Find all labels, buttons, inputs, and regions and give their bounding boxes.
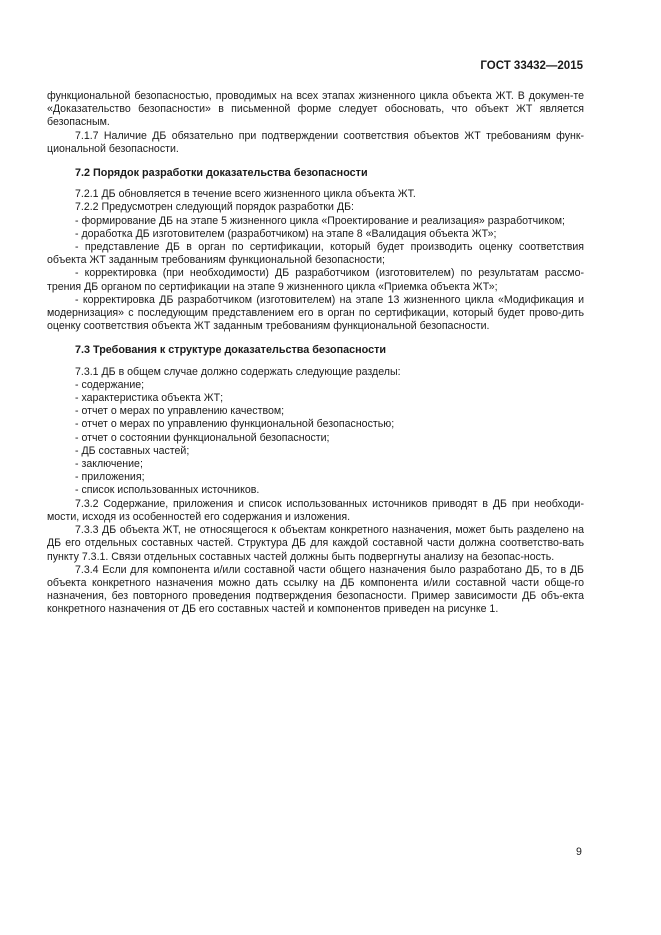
page-body [47, 90, 584, 617]
page-number: 9 [576, 846, 582, 858]
paragraph-7-1-7: 7.1.7 Наличие ДБ обязательно при подтверждении соответствия объектов ЖТ требованиям функ-циональной безопасности. [47, 129, 584, 155]
list-item: - список использованных источников. [75, 484, 260, 497]
list-item: - характеристика объекта ЖТ; [75, 392, 224, 405]
section-heading-7-2: 7.2 Порядок разработки доказательства безопасности [75, 167, 368, 180]
list-item: - отчет о состоянии функциональной безопасности; [75, 431, 330, 444]
section-heading-7-3: 7.3 Требования к структуре доказательства безопасности [75, 344, 387, 357]
list-item: - заключение; [75, 458, 143, 471]
paragraph-7-2-2: 7.2.2 Предусмотрен следующий порядок разработки ДБ: [75, 201, 354, 214]
paragraph-7-3-4: 7.3.4 Если для компонента и/или составной части общего назначения было разработано ДБ, то в ДБ объекта конкретного назначения можно дать ссылку на ДБ компонента и/или составной части обще-го назначения, без повторного проведения подтверждения безопасности. Пример зависимости ДБ объ-екта конкретного назначения от ДБ его составных частей и компонентов приведен на рисунке 1. [47, 563, 584, 616]
list-item: - формирование ДБ на этапе 5 жизненного цикла «Проектирование и реализация» разработчиком; [75, 214, 565, 227]
paragraph-continuation: функциональной безопасностью, проводимых на всех этапах жизненного цикла объекта ЖТ. В докумен-те «Доказательство безопасности» в письменной форме следует обосновать, что объект ЖТ является безопасным. [47, 90, 584, 129]
document-code: ГОСТ 33432—2015 [480, 60, 583, 72]
list-item: - отчет о мерах по управлению качеством; [75, 405, 285, 418]
list-item: - приложения; [75, 471, 145, 484]
list-item: - доработка ДБ изготовителем (разработчиком) на этапе 8 «Валидация объекта ЖТ»; [75, 227, 497, 240]
paragraph-7-2-1: 7.2.1 ДБ обновляется в течение всего жизненного цикла объекта ЖТ. [75, 188, 416, 201]
list-item: - представление ДБ в орган по сертификации, который будет производить оценку соответствия объекта ЖТ заданным требованиям функциональной безопасности; [47, 241, 584, 267]
paragraph-7-3-2: 7.3.2 Содержание, приложения и список использованных источников приводят в ДБ при необходи-мости, исходя из особенностей его содержания и изложения. [47, 497, 584, 523]
list-item: - содержание; [75, 378, 145, 391]
paragraph-7-3-3: 7.3.3 ДБ объекта ЖТ, не относящегося к объектам конкретного назначения, может быть разделено на ДБ его отдельных составных частей. Структура ДБ для каждой составной части должна соответство-вать пункту 7.3.1. Связи отдельных составных частей должны быть подвергнуты анализу на безопас-ность. [47, 524, 584, 563]
list-item: - корректировка ДБ разработчиком (изготовителем) на этапе 13 жизненного цикла «Модификация и модернизация» с последующим представлением его в орган по сертификации, который будет прово-дить оценку соответствия объекта ЖТ заданным требованиям функциональной безопасности. [47, 293, 584, 333]
paragraph-7-3-1: 7.3.1 ДБ в общем случае должно содержать следующие разделы: [75, 365, 401, 378]
list-item: - корректировка (при необходимости) ДБ разработчиком (изготовителем) по результатам рассмо-трения ДБ органом по сертификации на этапе 9 жизненного цикла «Приемка объекта ЖТ»; [47, 267, 584, 293]
list-item: - ДБ составных частей; [75, 444, 190, 457]
list-item: - отчет о мерах по управлению функциональной безопасностью; [75, 418, 395, 431]
